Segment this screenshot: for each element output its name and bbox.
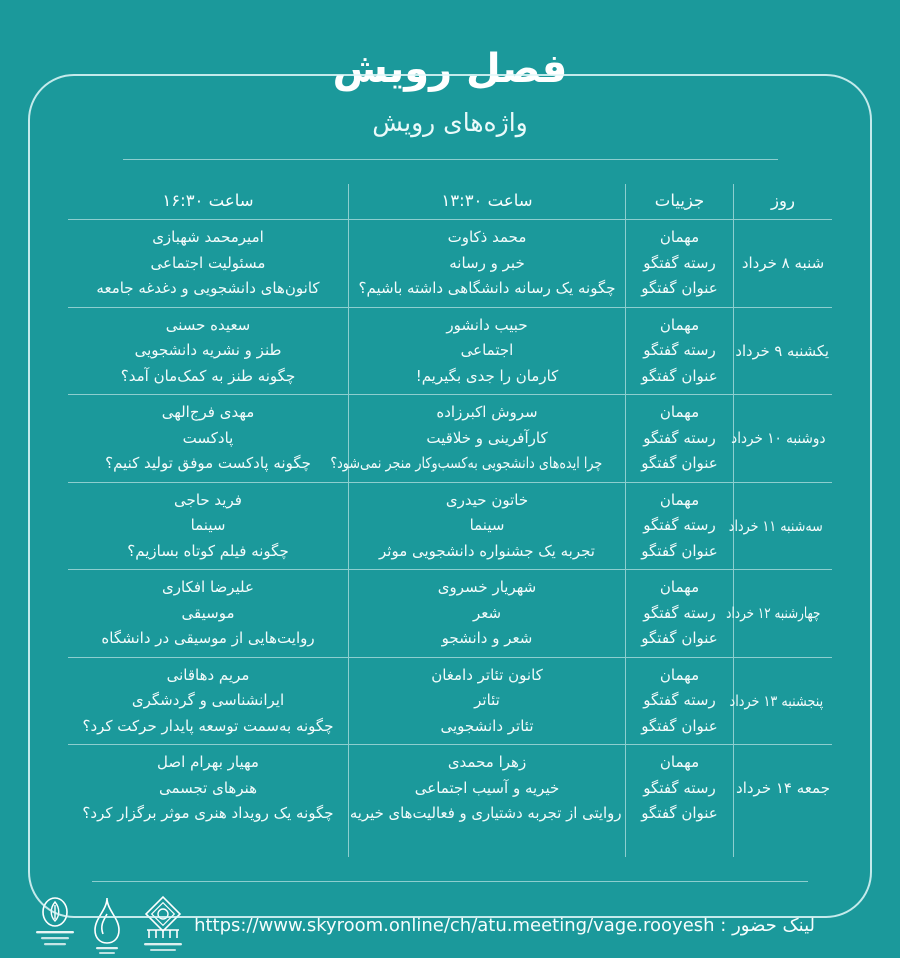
talk-title: کانون‌های دانشجویی و دغدغه جامعه — [96, 279, 320, 297]
session-1630-cell — [68, 570, 349, 657]
schedule-row — [68, 570, 832, 658]
talk-category: سینما — [469, 516, 505, 534]
details-labels-cell — [626, 745, 734, 857]
talk-title: چگونه فیلم کوتاه بسازیم؟ — [127, 541, 289, 560]
schedule-row — [68, 658, 832, 746]
talk-category: تئاتر — [474, 691, 500, 709]
header-time-1630: ساعت ۱۶:۳۰ — [68, 184, 349, 219]
talk-category: خیریه و آسیب اجتماعی — [414, 778, 560, 797]
details-label-guest: مهمان — [659, 753, 700, 771]
header-details: جزییات — [626, 184, 734, 219]
guest-name: زهرا محمدی — [447, 753, 527, 771]
day-label: شنبه ۸ خرداد — [741, 254, 825, 273]
guest-name: مهیار بهرام اصل — [157, 753, 259, 771]
page-subtitle: واژه‌های رویش — [372, 108, 528, 137]
details-label-title: عنوان گفتگو — [641, 454, 718, 472]
footer — [65, 894, 835, 958]
talk-title: روایتی از تجربه دشتیاری و فعالیت‌های خیریه — [349, 804, 622, 822]
guest-name: حبیب دانشور — [446, 315, 528, 334]
guest-name: کانون تئاتر دامغان — [431, 665, 543, 684]
session-1330-cell — [349, 483, 626, 570]
details-label-title: عنوان گفتگو — [641, 366, 718, 385]
guest-name: محمد ذکاوت — [447, 228, 527, 246]
details-labels-cell — [626, 395, 734, 482]
day-label: سه‌شنبه ۱۱ خرداد — [728, 516, 823, 535]
ministry-of-science-logo-icon — [32, 896, 78, 958]
attendance-link-label: لینک حضور — [732, 915, 815, 936]
day-label: چهارشنبه ۱۲ خرداد — [726, 604, 821, 623]
details-label-category: رسته گفتگو — [643, 253, 716, 272]
details-label-title: عنوان گفتگو — [641, 716, 718, 735]
schedule-row — [68, 483, 832, 571]
day-cell — [728, 483, 832, 570]
guest-name: مریم دهاقانی — [166, 665, 250, 684]
talk-title: چگونه پادکست موفق تولید کنیم؟ — [105, 454, 311, 472]
talk-category: خبر و رسانه — [449, 253, 525, 272]
session-1630-cell — [68, 220, 349, 307]
details-label-category: رسته گفتگو — [643, 428, 716, 447]
details-label-guest: مهمان — [659, 490, 700, 509]
details-label-guest: مهمان — [659, 403, 700, 421]
session-1330-cell — [349, 308, 626, 395]
guest-name: سروش اکبرزاده — [436, 403, 538, 421]
details-label-guest: مهمان — [659, 578, 700, 596]
session-1630-cell — [68, 483, 349, 570]
day-cell — [734, 220, 832, 307]
day-cell — [729, 658, 832, 745]
schedule-row — [68, 395, 832, 483]
details-label-category: رسته گفتگو — [643, 778, 716, 797]
talk-category: کارآفرینی و خلاقیت — [426, 428, 548, 447]
guest-name: فرید حاجی — [174, 490, 242, 509]
schedule-row — [68, 308, 832, 396]
allameh-tabatabai-university-logo-icon — [136, 896, 190, 958]
attendance-link[interactable] — [194, 915, 835, 936]
day-label: جمعه ۱۴ خرداد — [736, 779, 830, 798]
talk-title: چگونه یک رسانه دانشگاهی داشته باشیم؟ — [358, 279, 616, 297]
schedule-row — [68, 745, 832, 857]
talk-title: چرا ایده‌های دانشجویی به‌کسب‌وکار منجر نمی‌شود؟ — [330, 454, 603, 472]
day-label: پنجشنبه ۱۳ خرداد — [729, 691, 824, 710]
talk-title: روایت‌هایی از موسیقی در دانشگاه — [101, 629, 315, 647]
footer-logos — [32, 894, 194, 958]
session-1630-cell — [68, 308, 349, 395]
day-cell — [731, 395, 832, 482]
talk-title: چگونه طنز به کمک‌مان آمد؟ — [120, 366, 296, 385]
session-1330-cell — [349, 658, 626, 745]
talk-title: چگونه یک رویداد هنری موثر برگزار کرد؟ — [82, 804, 334, 822]
details-labels-cell — [626, 658, 734, 745]
talk-category: موسیقی — [181, 603, 235, 622]
talk-category: هنرهای تجسمی — [158, 778, 258, 797]
session-1330-cell — [349, 220, 626, 307]
rooyesh-flame-logo-icon — [90, 896, 124, 958]
page-title: فصل رویش — [332, 46, 568, 92]
day-label: یکشنبه ۹ خرداد — [735, 341, 830, 360]
talk-category: سینما — [190, 516, 226, 534]
details-label-guest: مهمان — [659, 228, 700, 246]
talk-category: شعر — [472, 603, 502, 622]
footer-divider — [92, 881, 808, 882]
details-label-title: عنوان گفتگو — [641, 541, 718, 560]
schedule-body — [68, 220, 832, 857]
guest-name: علیرضا افکاری — [162, 578, 254, 596]
schedule-table — [68, 184, 832, 857]
talk-category: اجتماعی — [460, 341, 514, 359]
header-day: روز — [771, 191, 795, 210]
details-label-title: عنوان گفتگو — [641, 629, 718, 647]
talk-title: شعر و دانشجو — [441, 629, 533, 647]
session-1630-cell — [68, 745, 349, 857]
guest-name: خاتون حیدری — [445, 490, 529, 509]
day-cell — [726, 570, 832, 657]
guest-name: امیرمحمد شهبازی — [152, 228, 264, 246]
schedule-header-row — [68, 184, 832, 220]
details-label-guest: مهمان — [659, 315, 700, 334]
talk-category: مسئولیت اجتماعی — [150, 253, 266, 272]
talk-title: کارمان را جدی بگیریم! — [415, 366, 559, 385]
details-label-category: رسته گفتگو — [643, 341, 716, 359]
header-time-1330: ساعت ۱۳:۳۰ — [349, 184, 626, 219]
details-label-title: عنوان گفتگو — [641, 279, 718, 297]
talk-category: طنز و نشریه دانشجویی — [134, 341, 282, 359]
attendance-link-url[interactable]: https://www.skyroom.online/ch/atu.meeting/vage.rooyesh — [194, 915, 715, 936]
session-1630-cell — [68, 658, 349, 745]
guest-name: شهریار خسروی — [437, 578, 537, 596]
talk-title: چگونه به‌سمت توسعه پایدار حرکت کرد؟ — [82, 716, 334, 735]
schedule-row — [68, 220, 832, 308]
details-label-guest: مهمان — [659, 665, 700, 684]
day-cell — [734, 308, 832, 395]
talk-category: ایرانشناسی و گردشگری — [131, 691, 285, 709]
details-labels-cell — [626, 220, 734, 307]
details-label-title: عنوان گفتگو — [641, 804, 718, 822]
details-labels-cell — [626, 570, 734, 657]
session-1630-cell — [68, 395, 349, 482]
details-label-category: رسته گفتگو — [643, 516, 716, 534]
guest-name: مهدی فرج‌الهی — [161, 403, 255, 421]
talk-title: تئاتر دانشجویی — [440, 716, 534, 735]
details-labels-cell — [626, 483, 734, 570]
day-cell — [734, 745, 832, 857]
talk-category: پادکست — [182, 428, 234, 447]
details-label-category: رسته گفتگو — [643, 691, 716, 709]
guest-name: سعیده حسنی — [165, 315, 251, 334]
talk-title: تجربه یک جشنواره دانشجویی موثر — [379, 541, 595, 560]
details-label-category: رسته گفتگو — [643, 603, 716, 622]
session-1330-cell — [330, 395, 626, 482]
details-labels-cell — [626, 308, 734, 395]
attendance-link-separator: : — [714, 915, 733, 936]
session-1330-cell — [349, 570, 626, 657]
title-divider — [123, 159, 778, 160]
session-1330-cell — [349, 745, 626, 857]
day-label: دوشنبه ۱۰ خرداد — [731, 429, 826, 448]
